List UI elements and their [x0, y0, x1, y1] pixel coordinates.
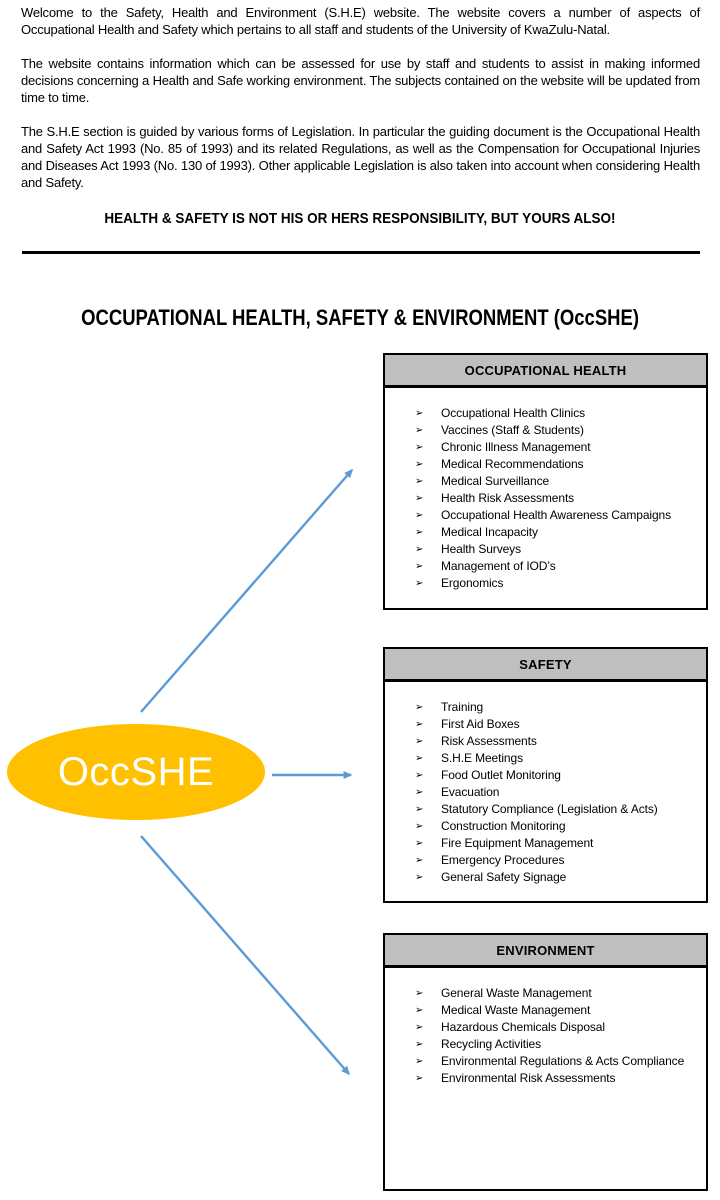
box-item-label: Hazardous Chemicals Disposal — [441, 1020, 605, 1034]
box-item — [415, 1070, 700, 1087]
box-item-label: Food Outlet Monitoring — [441, 768, 561, 782]
arrow-bullet-icon: ➢ — [415, 804, 424, 815]
box-item-label: Medical Surveillance — [441, 474, 550, 488]
arrow-bullet-icon: ➢ — [415, 544, 424, 555]
diagram-title: OCCUPATIONAL HEALTH, SAFETY & ENVIRONMENT (OccSHE) — [81, 305, 639, 330]
box-item — [415, 405, 700, 422]
arrow-bullet-icon: ➢ — [415, 578, 424, 589]
safety-slogan: HEALTH & SAFETY IS NOT HIS OR HERS RESPONSIBILITY, BUT YOURS ALSO! — [104, 210, 616, 227]
box-item — [415, 750, 700, 767]
occupational-health-box — [383, 353, 708, 610]
box-item — [415, 818, 700, 835]
arrow-bullet-icon: ➢ — [415, 1073, 424, 1084]
box-item — [415, 422, 700, 439]
box-item — [415, 985, 700, 1002]
arrow-bullet-icon: ➢ — [415, 442, 424, 453]
box-item-label: Occupational Health Awareness Campaigns — [441, 508, 672, 522]
box-item — [415, 733, 700, 750]
safety-list — [385, 682, 706, 886]
box-item — [415, 699, 700, 716]
box-item-label: Ergonomics — [441, 576, 504, 590]
arrow-bullet-icon: ➢ — [415, 702, 424, 713]
box-item — [415, 784, 700, 801]
environment-header: ENVIRONMENT — [385, 935, 706, 968]
box-item-label: Occupational Health Clinics — [441, 406, 586, 420]
arrow-bullet-icon: ➢ — [415, 736, 424, 747]
box-item-label: Fire Equipment Management — [441, 836, 594, 850]
box-item-label: Vaccines (Staff & Students) — [441, 423, 584, 437]
box-item-label: Management of IOD’s — [441, 559, 556, 573]
arrow-bullet-icon: ➢ — [415, 838, 424, 849]
arrow-bullet-icon: ➢ — [415, 1039, 424, 1050]
box-item-label: Evacuation — [441, 785, 500, 799]
box-item — [415, 541, 700, 558]
box-item — [415, 835, 700, 852]
arrow-bullet-icon: ➢ — [415, 855, 424, 866]
arrow-bullet-icon: ➢ — [415, 1056, 424, 1067]
box-item-label: Emergency Procedures — [441, 853, 565, 867]
box-item — [415, 1053, 700, 1070]
box-item — [415, 439, 700, 456]
occshe-hub-ellipse — [7, 724, 265, 820]
arrow-bullet-icon: ➢ — [415, 561, 424, 572]
box-item-label: First Aid Boxes — [441, 717, 520, 731]
occshe-hub-label: OccSHE — [57, 749, 215, 794]
arrow-bullet-icon: ➢ — [415, 753, 424, 764]
arrow-bullet-icon: ➢ — [415, 787, 424, 798]
arrow-bullet-icon: ➢ — [415, 476, 424, 487]
arrow-bullet-icon: ➢ — [415, 493, 424, 504]
box-item-label: Environmental Risk Assessments — [441, 1071, 616, 1085]
occupational-health-list — [385, 388, 706, 592]
arrow-bullet-icon: ➢ — [415, 988, 424, 999]
box-item — [415, 575, 700, 592]
arrow-bullet-icon: ➢ — [415, 425, 424, 436]
box-item — [415, 1036, 700, 1053]
box-item — [415, 767, 700, 784]
box-item — [415, 507, 700, 524]
arrow-bullet-icon: ➢ — [415, 770, 424, 781]
box-item-label: Construction Monitoring — [441, 819, 566, 833]
environment-list — [385, 968, 706, 1087]
box-item-label: Recycling Activities — [441, 1037, 542, 1051]
box-item — [415, 456, 700, 473]
intro-paragraph-legislation: The S.H.E section is guided by various forms of Legislation. In particular the guiding document is the Occupational Health and Safety Act 1993 (No. 85 of 1993) and its related Regulations, as well as the Compensation for Occupational Injuries and Diseases Act 1993 (No. 130 of 1993). Other applicable Legislation is also taken into account when considering Health and Safety. — [21, 124, 700, 190]
box-item-label: Medical Waste Management — [441, 1003, 591, 1017]
box-item — [415, 524, 700, 541]
intro-paragraph-website-info: The website contains information which can be assessed for use by staff and students to assist in making informed decisions concerning a Health and Safe working environment. The subjects contained on the website will be updated from time to time. — [21, 56, 700, 105]
slogan-row — [0, 210, 720, 228]
arrow-bullet-icon: ➢ — [415, 527, 424, 538]
box-item-label: Health Surveys — [441, 542, 521, 556]
arrow-to-environment — [141, 836, 349, 1074]
arrow-bullet-icon: ➢ — [415, 821, 424, 832]
intro-section — [21, 4, 700, 208]
arrow-bullet-icon: ➢ — [415, 459, 424, 470]
box-item — [415, 1019, 700, 1036]
occupational-health-header: OCCUPATIONAL HEALTH — [385, 355, 706, 388]
arrow-to-occupational-health — [141, 470, 352, 712]
box-item-label: Chronic Illness Management — [441, 440, 591, 454]
safety-box — [383, 647, 708, 903]
box-item-label: General Safety Signage — [441, 870, 567, 884]
arrow-bullet-icon: ➢ — [415, 872, 424, 883]
box-item-label: S.H.E Meetings — [441, 751, 523, 765]
box-item — [415, 716, 700, 733]
box-item — [415, 1002, 700, 1019]
arrow-bullet-icon: ➢ — [415, 1005, 424, 1016]
box-item-label: Health Risk Assessments — [441, 491, 575, 505]
box-item-label: Statutory Compliance (Legislation & Acts) — [441, 802, 658, 816]
arrow-bullet-icon: ➢ — [415, 510, 424, 521]
box-item-label: General Waste Management — [441, 986, 592, 1000]
arrow-bullet-icon: ➢ — [415, 1022, 424, 1033]
box-item — [415, 801, 700, 818]
box-item — [415, 473, 700, 490]
environment-box — [383, 933, 708, 1191]
arrow-bullet-icon: ➢ — [415, 719, 424, 730]
box-item-label: Medical Incapacity — [441, 525, 538, 539]
intro-paragraph-welcome: Welcome to the Safety, Health and Environment (S.H.E) website. The website covers a number of aspects of Occupational Health and Safety which pertains to all staff and students of the University of KwaZulu-Natal. — [21, 5, 700, 37]
box-item-label: Risk Assessments — [441, 734, 537, 748]
box-item-label: Medical Recommendations — [441, 457, 584, 471]
diagram-title-row — [0, 305, 720, 331]
arrow-bullet-icon: ➢ — [415, 408, 424, 419]
box-item — [415, 490, 700, 507]
box-item-label: Training — [441, 700, 484, 714]
box-item-label: Environmental Regulations & Acts Compliance — [441, 1054, 685, 1068]
section-divider — [22, 251, 700, 254]
box-item — [415, 869, 700, 886]
box-item — [415, 558, 700, 575]
safety-header: SAFETY — [385, 649, 706, 682]
box-item — [415, 852, 700, 869]
